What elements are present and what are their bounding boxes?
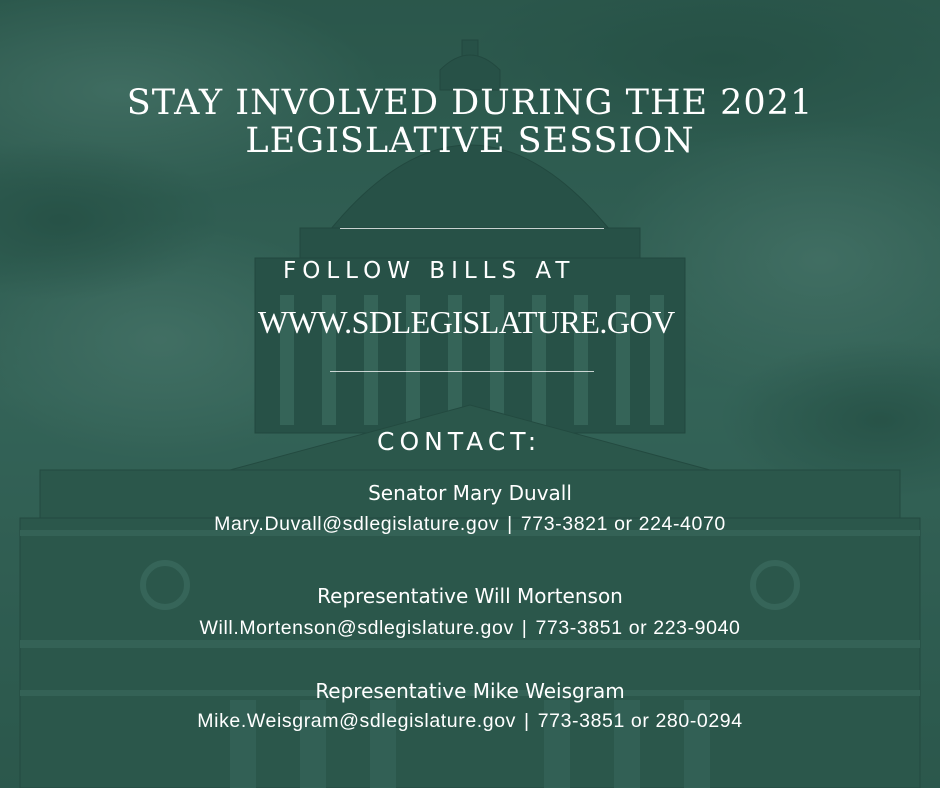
contact-line-mortenson <box>0 617 940 640</box>
divider-top <box>340 228 604 229</box>
contact-separator: | <box>507 513 513 535</box>
contact-phone-duvall[interactable]: 773-3821 or 224-4070 <box>520 513 726 535</box>
contact-line-duvall <box>0 513 940 536</box>
title-line-1: STAY INVOLVED DURING THE 2021 <box>126 83 814 123</box>
contact-name-duvall: Senator Mary Duvall <box>368 481 572 505</box>
legislature-website-link[interactable]: WWW.SDLEGISLATURE.GOV <box>258 304 675 340</box>
contact-name-weisgram: Representative Mike Weisgram <box>315 679 625 703</box>
follow-bills-label: FOLLOW BILLS AT <box>283 258 576 284</box>
contact-phone-mortenson[interactable]: 773-3851 or 223-9040 <box>535 617 741 639</box>
divider-bottom <box>330 371 594 372</box>
contact-email-duvall[interactable]: Mary.Duvall@sdlegislature.gov <box>214 513 500 535</box>
contact-name-mortenson: Representative Will Mortenson <box>317 584 623 608</box>
contact-separator: | <box>521 617 528 639</box>
contact-separator: | <box>524 710 530 732</box>
contact-email-mortenson[interactable]: Will.Mortenson@sdlegislature.gov <box>199 617 514 639</box>
contact-heading: CONTACT: <box>377 427 542 456</box>
contact-line-weisgram <box>0 710 940 733</box>
page-title <box>0 84 940 160</box>
title-line-2: LEGISLATIVE SESSION <box>245 121 695 161</box>
contact-phone-weisgram[interactable]: 773-3851 or 280-0294 <box>537 710 743 732</box>
contact-email-weisgram[interactable]: Mike.Weisgram@sdlegislature.gov <box>197 710 517 732</box>
